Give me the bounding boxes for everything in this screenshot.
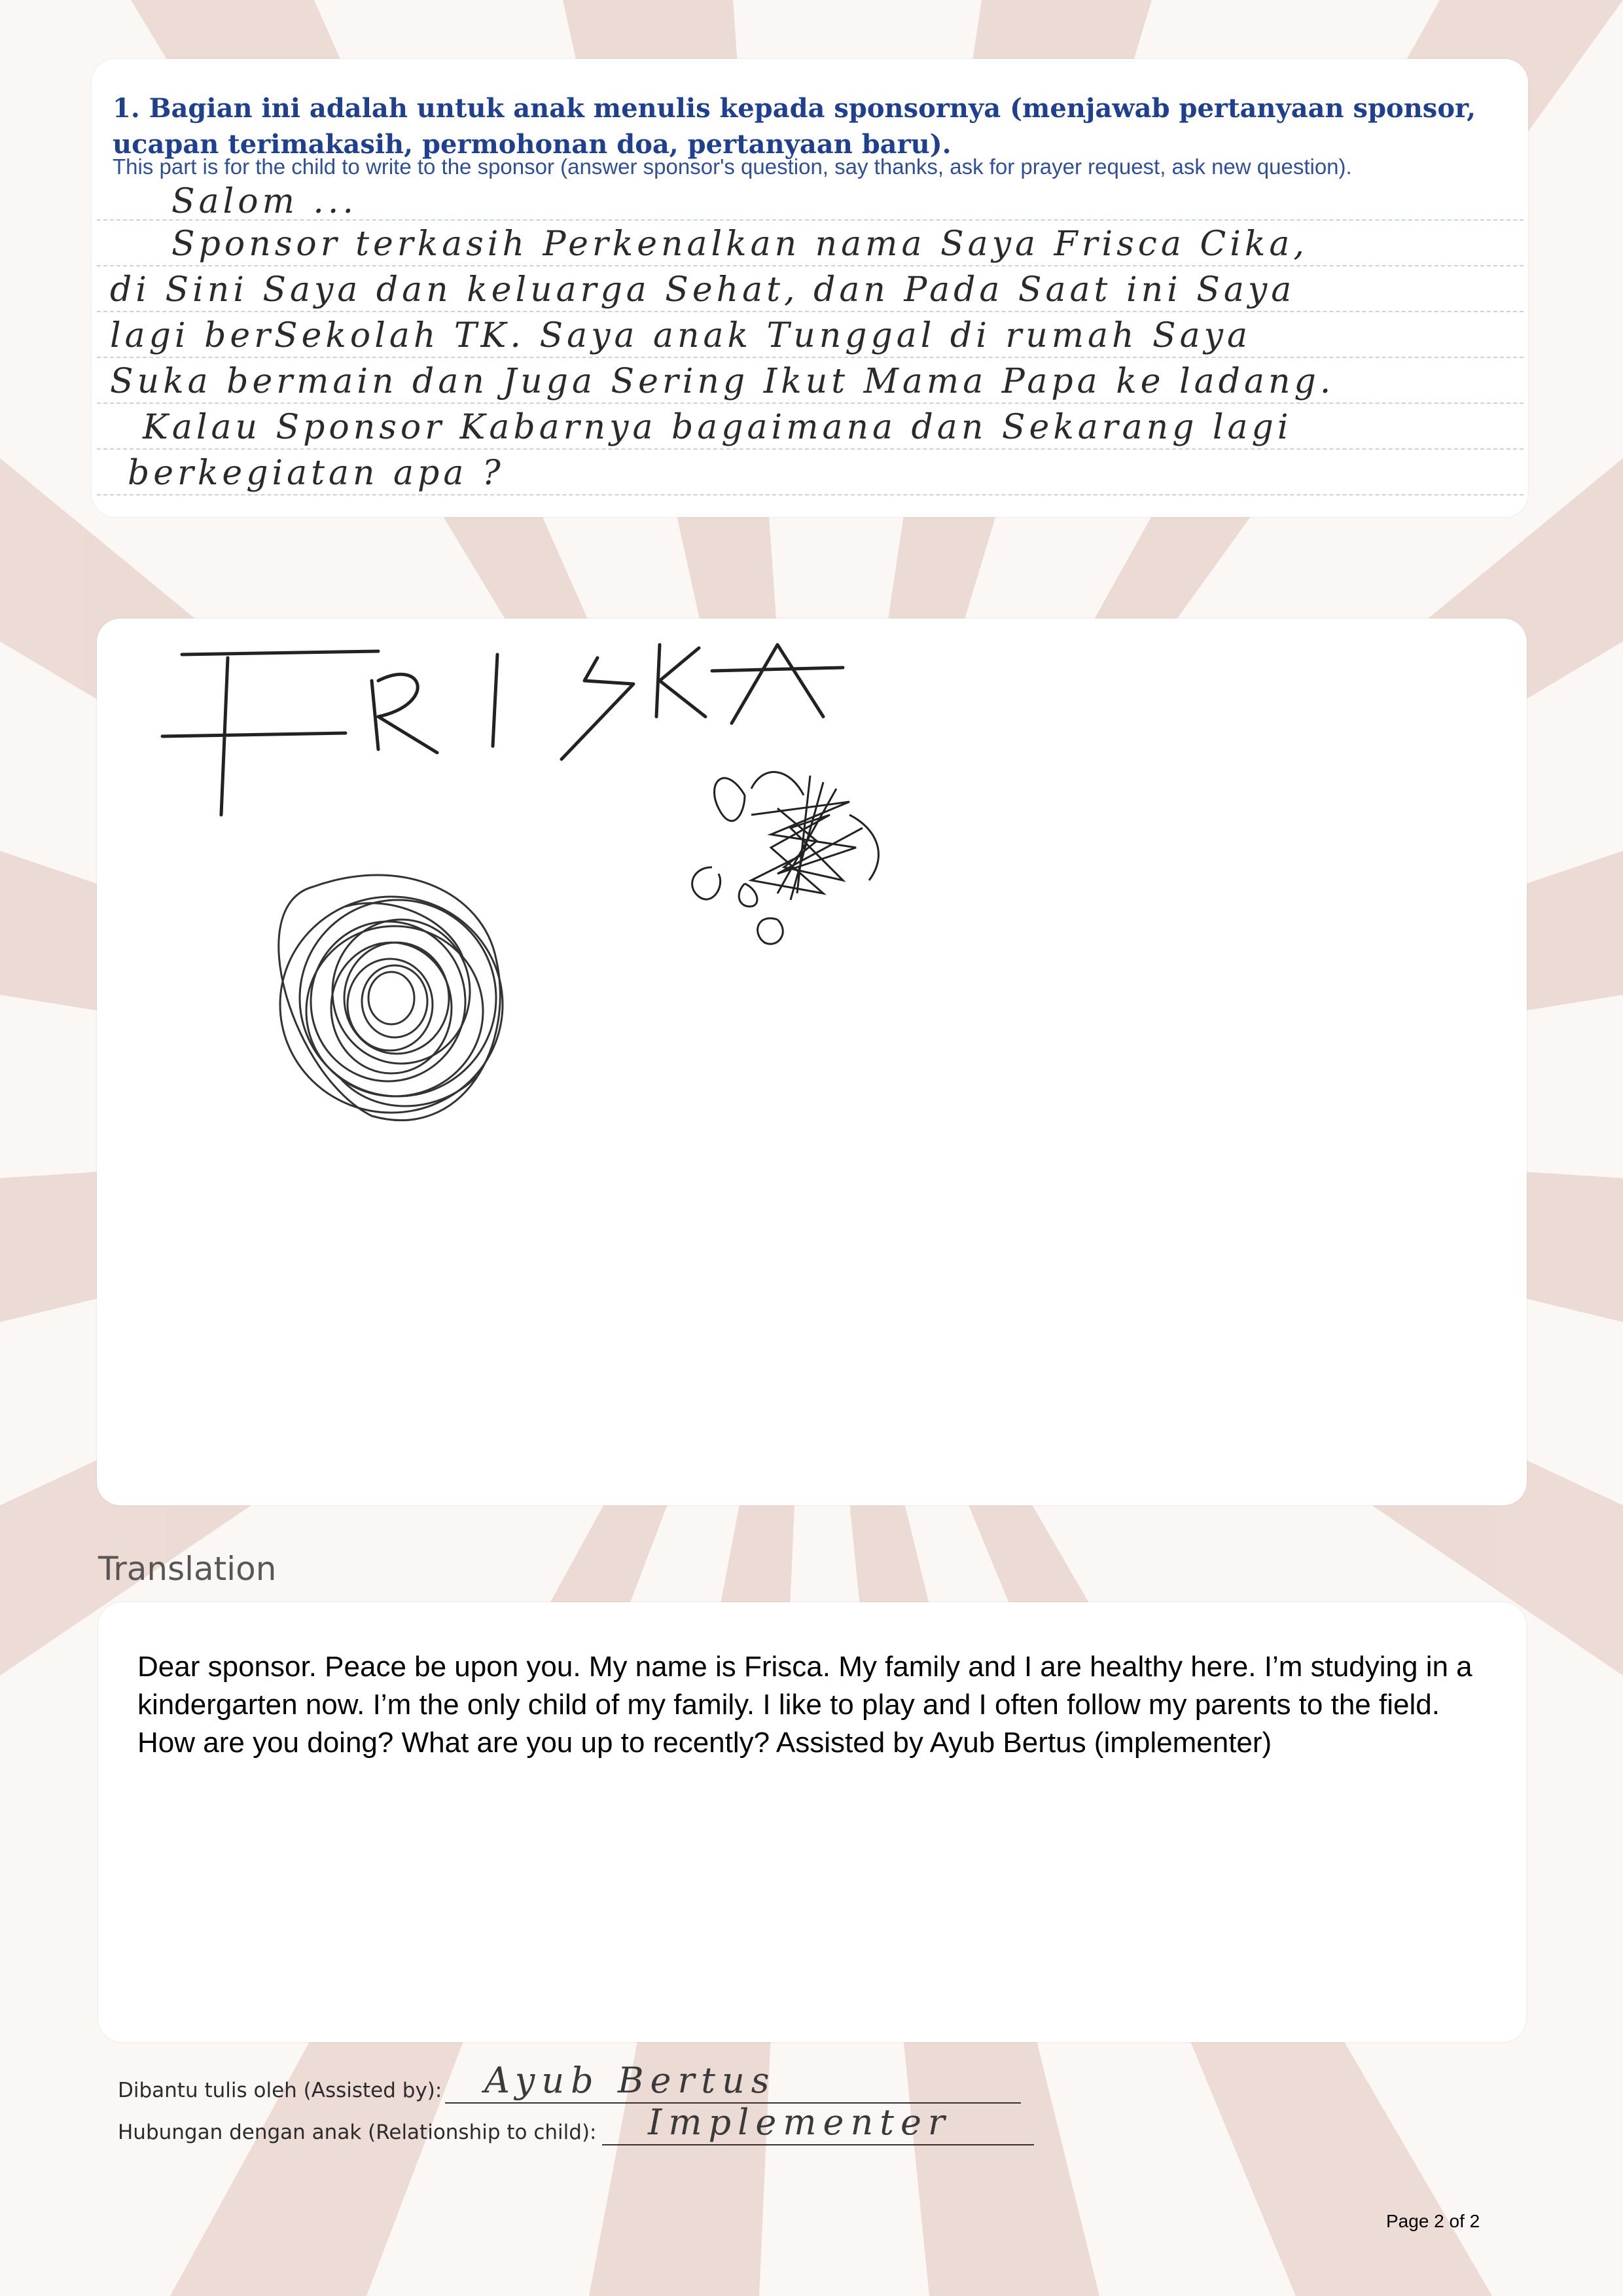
translation-text: Dear sponsor. Peace be upon you. My name is Frisca. My family and I are healthy here. I’m studying in a kindergarten now. I’m the only child of my family. I like to play and I often follow my parents to the field. How are you doing? What are you up to recently? Assisted by Ayub Bertus (implementer) (137, 1651, 1472, 1759)
scribble-circle (279, 875, 503, 1121)
ruled-line (97, 311, 1524, 312)
ruled-line (97, 357, 1524, 358)
letter-line-5: Suka bermain dan Juga Sering Ikut Mama Papa ke ladang. (110, 362, 1335, 401)
page-number: Page 2 of 2 (1386, 2211, 1480, 2231)
assisted-by-label: Dibantu tulis oleh (Assisted by): (118, 2079, 442, 2102)
scrawl-letter-a (712, 645, 843, 723)
relationship-underline (602, 2144, 1034, 2145)
assisted-by-row (118, 2060, 1034, 2106)
child-drawing (97, 619, 1527, 1505)
ruled-line (97, 403, 1524, 404)
scribble-butterfly (692, 772, 879, 944)
relationship-signature: Implementer (648, 2102, 952, 2143)
ruled-line (97, 448, 1524, 450)
letter-line-3: di Sini Saya dan keluarga Sehat, dan Pada Saat ini Saya (110, 270, 1296, 310)
ruled-line (97, 494, 1524, 495)
letter-line-4: lagi berSekolah TK. Saya anak Tunggal di rumah Saya (110, 316, 1252, 355)
letter-line-6: Kalau Sponsor Kabarnya bagaimana dan Sekarang lagi (143, 408, 1293, 447)
relationship-row (118, 2102, 1047, 2148)
scrawl-letter-s (562, 658, 633, 759)
ruled-line (97, 265, 1524, 266)
drawing-panel (97, 619, 1527, 1505)
letter-line-1: Salom ... (171, 182, 357, 221)
instruction-indonesian: 1. Bagian ini adalah untuk anak menulis kepada sponsornya (menjawab pertanyaan sponsor, ucapan terimakasih, permohonan doa, pertanyaan baru). (113, 93, 1476, 160)
relationship-label: Hubungan dengan anak (Relationship to child): (118, 2121, 597, 2144)
assisted-by-signature: Ayub Bertus (484, 2060, 776, 2101)
instruction-english: This part is for the child to write to the sponsor (answer sponsor's question, say thanks, ask for prayer request, ask new question). (113, 154, 1352, 179)
translation-heading: Translation (98, 1550, 277, 1588)
letter-line-7: berkegiatan apa ? (128, 454, 505, 493)
letter-line-2: Sponsor terkasih Perkenalkan nama Saya Frisca Cika, (171, 224, 1308, 264)
scrawl-letter-k (656, 645, 705, 717)
